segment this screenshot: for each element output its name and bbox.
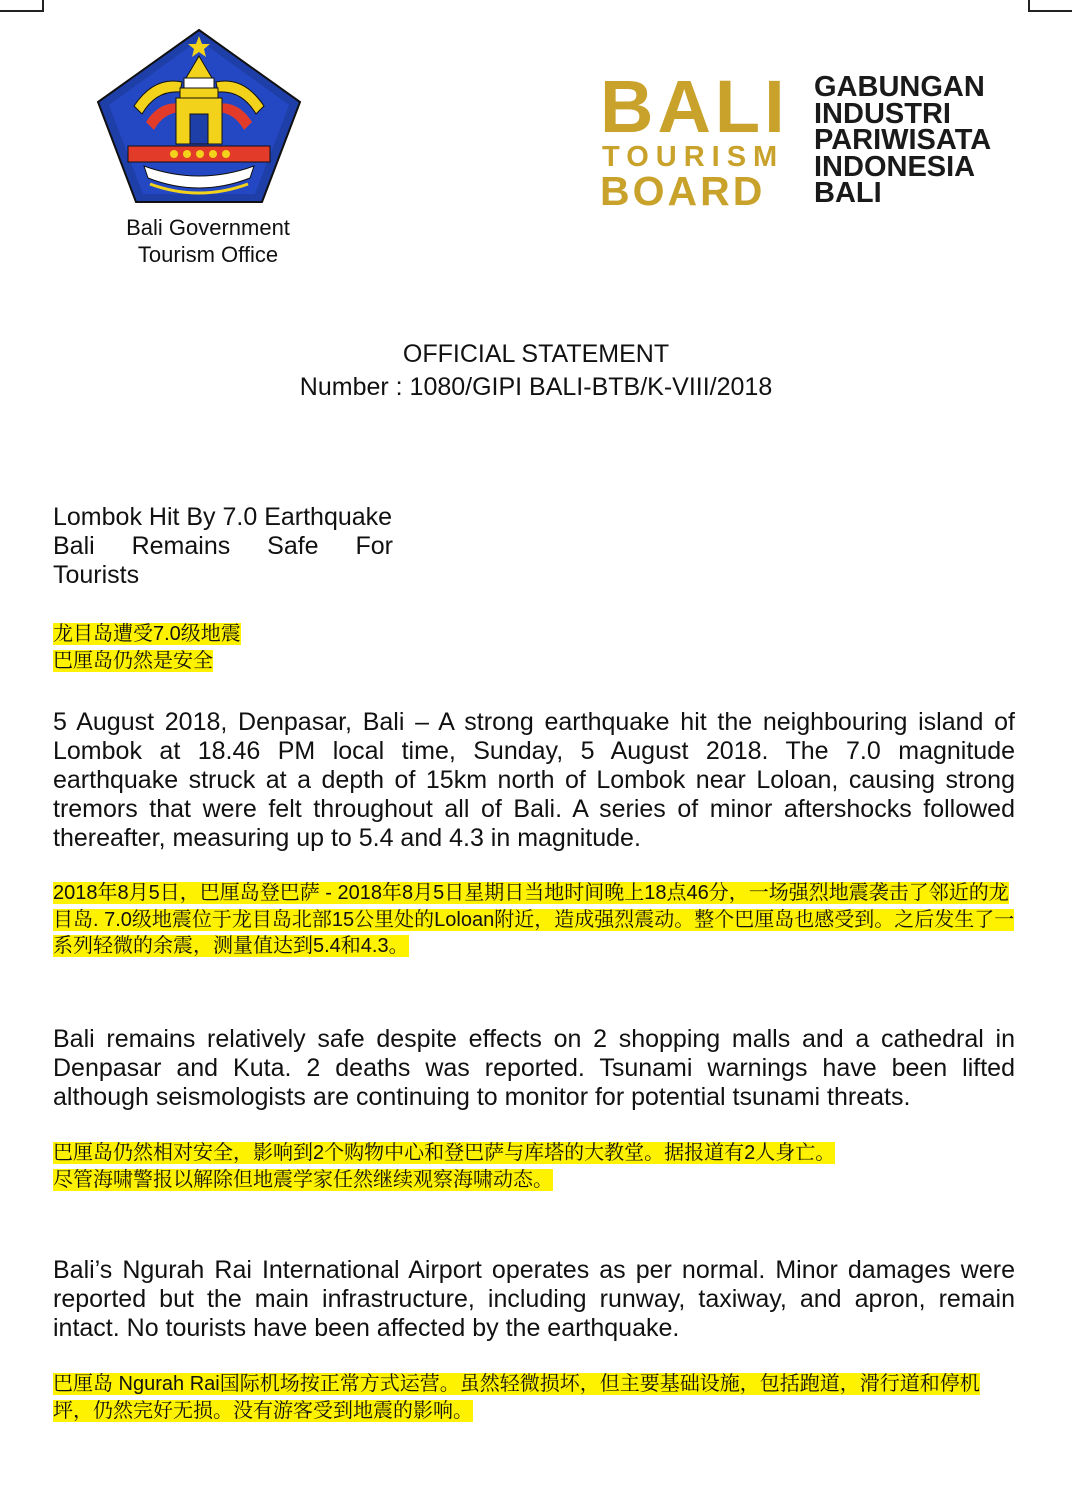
headline-word: For: [355, 532, 393, 560]
highlighted-text: 巴厘岛 Ngurah Rai国际机场按正常方式运营。虽然轻微损坏，但主要基础设施，包括跑道，滑行道和停机坪，仍然完好无损。没有游客受到地震的影响。: [53, 1373, 980, 1422]
btb-board-word: BOARD: [600, 168, 766, 214]
government-caption-line: Bali Government: [126, 215, 290, 240]
headline-word: Remains: [131, 532, 231, 560]
body-paragraph-2: Bali remains relatively safe despite effects on 2 shopping malls and a cathedral in Denpasar and Kuta. 2 deaths was reported. Tsunami warnings have been lifted although seismologists are continuing to monitor for potential tsunami threats.: [53, 1025, 1015, 1111]
headline-line: Tourists: [53, 561, 140, 589]
headline-word: Bali: [53, 532, 95, 560]
highlighted-text: 尽管海啸警报以解除但地震学家任然继续观察海啸动态。: [53, 1168, 553, 1191]
gipi-line: PARIWISATA: [814, 124, 992, 156]
btb-tourism-word: TOURISM: [602, 141, 785, 173]
bali-tourism-board-logo: [600, 65, 800, 214]
headline-line: Lombok Hit By 7.0 Earthquake: [53, 503, 393, 531]
statement-number: Number : 1080/GIPI BALI-BTB/K-VIII/2018: [299, 373, 773, 401]
headline-chinese: [53, 621, 241, 674]
body-paragraph-3: Bali’s Ngurah Rai International Airport operates as per normal. Minor damages were reported but the main infrastructure, including runway, taxiway, and apron, remain intact. No tourists have been affected by the earthquake.: [53, 1256, 1015, 1342]
headline: [53, 503, 393, 590]
body-paragraph-2-chinese: [53, 1140, 835, 1193]
government-caption: [98, 214, 318, 268]
statement-title: OFFICIAL STATEMENT: [402, 340, 670, 368]
highlighted-text: 2018年8月5日，巴厘岛登巴萨 - 2018年8月5日星期日当地时间晚上18点46分，一场强烈地震袭击了邻近的龙目岛. 7.0级地震位于龙目岛北部15公里处的Loloan附近，造成强烈震动。整个巴厘岛也感受到。之后发生了一系列轻微的余震，测量值达到5.4和4.3。: [53, 882, 1015, 957]
government-caption-line: Tourism Office: [137, 242, 279, 267]
btb-bali-word: BALI: [600, 65, 789, 148]
body-paragraph-3-chinese: [53, 1371, 1015, 1424]
highlighted-text: 巴厘岛仍然相对安全，影响到2个购物中心和登巴萨与库塔的大教堂。据报道有2人身亡。: [53, 1142, 836, 1164]
body-paragraph-1-chinese: [53, 880, 1015, 960]
headline-line: [53, 532, 393, 561]
gipi-line: INDUSTRI: [814, 97, 951, 130]
body-paragraph-1: 5 August 2018, Denpasar, Bali – A strong earthquake hit the neighbouring island of Lombok at 18.46 PM local time, Sunday, 5 August 2018. The 7.0 magnitude earthquake struck at a depth of 15km north of Lombok near Loloan, causing strong tremors that were felt throughout all of Bali. A series of minor aftershocks followed thereafter, measuring up to 5.4 and 4.3 in magnitude.: [53, 708, 1015, 852]
page-corner-mark-left: [0, 0, 44, 12]
statement-heading: [0, 338, 1072, 404]
gipi-line: INDONESIA: [814, 150, 976, 183]
highlighted-text: 巴厘岛仍然是安全: [53, 649, 213, 672]
headline-word: Safe: [267, 532, 319, 560]
highlighted-text: 龙目岛遭受7.0级地震: [53, 623, 241, 645]
gipi-line: GABUNGAN: [814, 71, 985, 103]
page-corner-mark-right: [1028, 0, 1072, 12]
gipi-organization-name: [814, 71, 992, 209]
gipi-line: BALI: [814, 177, 882, 209]
bali-government-seal-icon: [94, 26, 304, 206]
